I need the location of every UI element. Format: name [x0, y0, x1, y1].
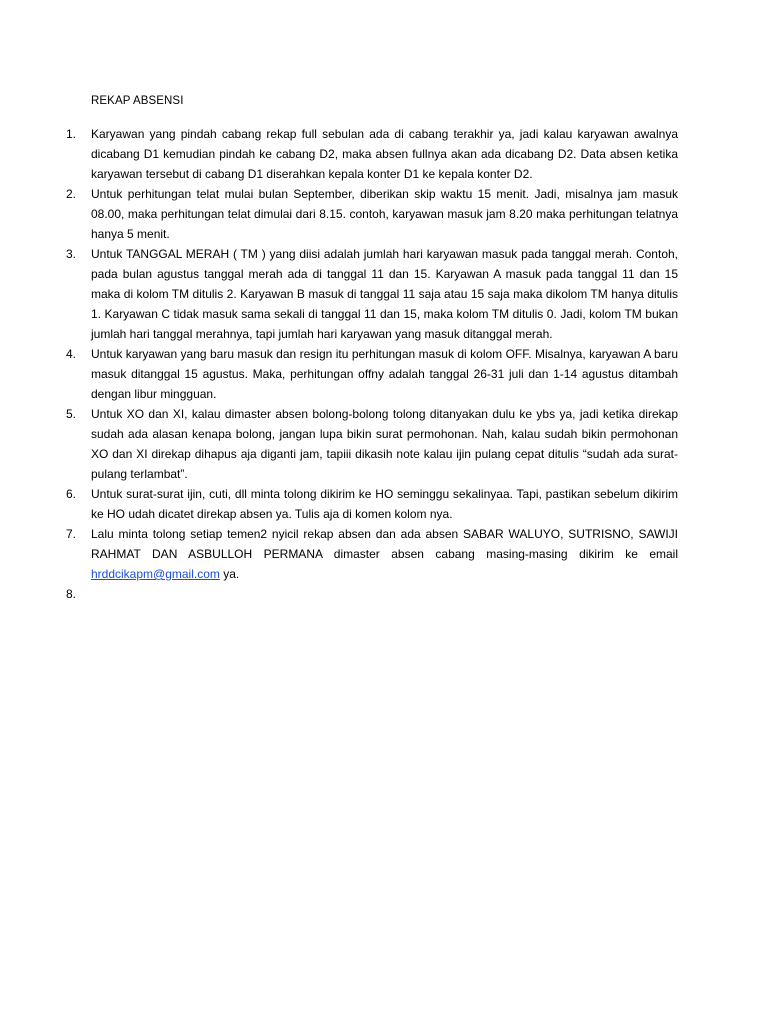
- list-item-text: Untuk TANGGAL MERAH ( TM ) yang diisi adalah jumlah hari karyawan masuk pada tanggal merah. Contoh, pada bulan agustus tanggal merah ada di tanggal 11 dan 15. Karyawan A masuk pada tanggal 11 dan 15 maka di kolom TM ditulis 2. Karyawan B masuk di tanggal 11 saja atau 15 saja maka dikolom TM hanya ditulis 1. Karyawan C tidak masuk sama sekali di tanggal 11 dan 15, maka kolom TM ditulis 0. Jadi, kolom TM bukan jumlah hari tanggal merahnya, tapi jumlah hari karyawan yang masuk ditanggal merah.: [91, 247, 678, 341]
- list-item: [66, 484, 678, 524]
- list-item: [66, 244, 678, 344]
- list-item-number: 7.: [66, 527, 77, 541]
- list-item-number: 1.: [66, 127, 77, 141]
- list-item-number: 4.: [66, 347, 77, 361]
- instruction-list: [66, 124, 678, 604]
- list-item-text: Untuk karyawan yang baru masuk dan resign itu perhitungan masuk di kolom OFF. Misalnya, karyawan A baru masuk ditanggal 15 agustus. Maka, perhitungan offny adalah tanggal 26-31 juli dan 1-14 agustus ditambah dengan libur mingguan.: [91, 347, 678, 401]
- list-item-text: Untuk surat-surat ijin, cuti, dll minta tolong dikirim ke HO seminggu sekalinyaa. Tapi, pastikan sebelum dikirim ke HO udah dicatet direkap absen ya. Tulis aja di komen kolom nya.: [91, 487, 678, 521]
- list-item: [66, 584, 678, 604]
- email-link[interactable]: hrddcikapm@gmail.com: [91, 567, 220, 581]
- list-item-text: Untuk XO dan XI, kalau dimaster absen bolong-bolong tolong ditanyakan dulu ke ybs ya, jadi ketika direkap sudah ada alasan kenapa bolong, jangan lupa bikin surat permohonan. Nah, kalau sudah bikin permohonan XO dan XI direkap dihapus aja diganti jam, tapiii dikasih note kalau ijin pulang cepat ditulis “sudah ada surat-pulang terlambat”.: [91, 407, 678, 481]
- list-item-number: 2.: [66, 187, 77, 201]
- list-item-suffix: ya.: [219, 567, 240, 581]
- list-item-number: 6.: [66, 487, 77, 501]
- list-item-number: 8.: [66, 587, 77, 601]
- list-item: [66, 344, 678, 404]
- list-item: [66, 124, 678, 184]
- list-item-number: 5.: [66, 407, 77, 421]
- list-item-text: Untuk perhitungan telat mulai bulan September, diberikan skip waktu 15 menit. Jadi, misalnya jam masuk 08.00, maka perhitungan telat dimulai dari 8.15. contoh, karyawan masuk jam 8.20 maka perhitungan telatnya hanya 5 menit.: [91, 187, 678, 241]
- list-item-text: Lalu minta tolong setiap temen2 nyicil rekap absen dan ada absen SABAR WALUYO, SUTRISNO, SAWIJI RAHMAT DAN ASBULLOH PERMANA dimaster absen cabang masing-masing dikirim ke email: [91, 527, 678, 561]
- list-item: [66, 404, 678, 484]
- list-item-text: [91, 584, 678, 604]
- list-item-text-with-link: [91, 524, 678, 584]
- list-item-text: Karyawan yang pindah cabang rekap full sebulan ada di cabang terakhir ya, jadi kalau karyawan awalnya dicabang D1 kemudian pindah ke cabang D2, maka absen fullnya akan ada dicabang D2. Data absen ketika karyawan tersebut di cabang D1 diserahkan kepala konter D1 ke kepala konter D2.: [91, 127, 678, 181]
- document-title: REKAP ABSENSI: [91, 95, 184, 107]
- list-item-number: 3.: [66, 247, 77, 261]
- list-item: [66, 524, 678, 584]
- list-item: [66, 184, 678, 244]
